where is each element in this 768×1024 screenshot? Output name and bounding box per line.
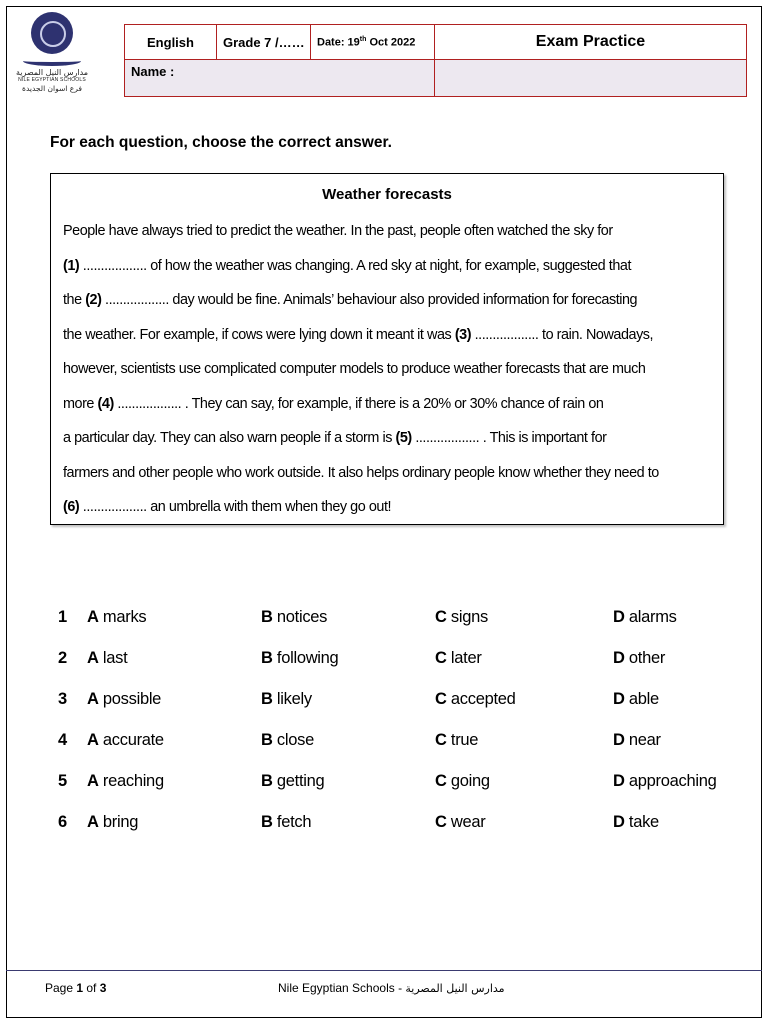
line-text: farmers and other people who work outside. It also helps ordinary people know whether they need to	[63, 464, 659, 481]
option-text: marks	[102, 608, 147, 626]
passage-box	[50, 173, 724, 525]
option-text: near	[628, 731, 661, 749]
passage-line	[63, 490, 711, 525]
option-text: reaching	[102, 772, 164, 790]
line-text: .................. an umbrella with them when they go out!	[79, 499, 392, 515]
option-b[interactable]	[261, 649, 338, 668]
school-logo	[12, 12, 92, 98]
option-d[interactable]	[613, 813, 659, 832]
option-letter: B	[261, 608, 273, 626]
option-text: able	[628, 690, 659, 708]
exam-title: Exam Practice	[435, 25, 747, 60]
option-letter: B	[261, 772, 273, 790]
logo-english-name: NILE EGYPTIAN SCHOOLS	[18, 77, 86, 83]
option-letter: B	[261, 731, 273, 749]
option-b[interactable]	[261, 608, 327, 627]
footer-school-name	[278, 981, 505, 995]
option-letter: A	[87, 772, 99, 790]
passage-line	[63, 283, 711, 318]
subject-cell: English	[125, 25, 217, 60]
option-text: fetch	[276, 813, 312, 831]
option-text: accurate	[102, 731, 164, 749]
option-c[interactable]	[435, 731, 478, 750]
question-number: 5	[58, 772, 67, 790]
option-letter: D	[613, 772, 625, 790]
option-letter: A	[87, 731, 99, 749]
question-number: 1	[58, 608, 67, 626]
option-a[interactable]	[87, 608, 146, 627]
passage-line	[63, 214, 711, 249]
passage-line	[63, 352, 711, 387]
option-letter: D	[613, 649, 625, 667]
option-text: close	[276, 731, 314, 749]
logo-emblem-icon	[31, 12, 73, 54]
option-text: possible	[102, 690, 162, 708]
passage-line	[63, 456, 711, 491]
page-label: Page	[45, 981, 77, 995]
option-letter: D	[613, 813, 625, 831]
option-letter: A	[87, 608, 99, 626]
gap-number: (5)	[395, 430, 412, 446]
option-letter: A	[87, 813, 99, 831]
option-text: other	[628, 649, 666, 667]
option-c[interactable]	[435, 772, 490, 791]
date-month-year: Oct 2022	[366, 36, 416, 49]
passage-line	[63, 387, 711, 422]
option-letter: C	[435, 813, 447, 831]
footer-school-ar: مدارس النيل المصرية	[405, 982, 505, 995]
gap-number: (4)	[97, 395, 114, 412]
option-text: bring	[102, 813, 139, 831]
line-text: .................. to rain. Nowadays,	[471, 326, 654, 343]
option-c[interactable]	[435, 690, 516, 709]
footer-school-en: Nile Egyptian Schools -	[278, 981, 406, 995]
line-text: the	[63, 292, 86, 308]
option-d[interactable]	[613, 731, 661, 750]
option-b[interactable]	[261, 731, 314, 750]
passage-body	[63, 214, 711, 525]
logo-arabic-name: مدارس النيل المصرية	[15, 68, 89, 77]
option-a[interactable]	[87, 731, 164, 750]
gap-number: (2)	[85, 292, 102, 308]
option-text: wear	[450, 813, 486, 831]
option-letter: C	[435, 690, 447, 708]
option-text: true	[450, 731, 479, 749]
option-text: alarms	[628, 608, 677, 626]
header-table	[124, 24, 747, 97]
line-text: the weather. For example, if cows were lying down it meant it was	[63, 326, 455, 343]
option-text: take	[628, 813, 659, 831]
line-text: .................. . This is important for	[411, 430, 607, 446]
option-text: following	[276, 649, 339, 667]
page-total: 3	[99, 981, 107, 995]
option-letter: C	[435, 772, 447, 790]
page-of: of	[83, 981, 100, 995]
name-field[interactable]: Name :	[125, 60, 435, 97]
gap-number: (3)	[454, 326, 472, 343]
option-text: signs	[450, 608, 488, 626]
option-a[interactable]	[87, 690, 161, 709]
option-letter: D	[613, 608, 625, 626]
footer-divider	[6, 970, 762, 971]
option-text: last	[102, 649, 128, 667]
page-current: 1	[76, 981, 84, 995]
passage-line	[63, 318, 711, 353]
option-c[interactable]	[435, 608, 488, 627]
option-letter: A	[87, 649, 99, 667]
option-letter: D	[613, 731, 625, 749]
question-number: 4	[58, 731, 67, 749]
option-a[interactable]	[87, 813, 138, 832]
line-text: more	[63, 395, 98, 412]
page-number	[45, 981, 106, 995]
option-b[interactable]	[261, 813, 311, 832]
passage-line	[63, 421, 711, 456]
grade-cell: Grade 7 /……	[217, 25, 311, 60]
option-d[interactable]	[613, 772, 716, 791]
line-text: however, scientists use complicated computer models to produce weather forecasts that are much	[63, 361, 646, 377]
option-letter: B	[261, 813, 273, 831]
gap-number: (6)	[63, 499, 80, 515]
option-letter: C	[435, 608, 447, 626]
option-text: going	[450, 772, 490, 790]
line-text: .................. . They can say, for example, if there is a 20% or 30% chance of rain on	[113, 395, 604, 412]
option-c[interactable]	[435, 813, 486, 832]
question-number: 3	[58, 690, 67, 708]
option-text: later	[450, 649, 482, 667]
line-text: .................. day would be fine. Animals’ behaviour also provided information for forecasting	[101, 292, 638, 308]
blank-cell	[435, 60, 747, 97]
option-d[interactable]	[613, 608, 677, 627]
question-number: 6	[58, 813, 67, 831]
option-d[interactable]	[613, 690, 659, 709]
option-a[interactable]	[87, 649, 127, 668]
passage-line	[63, 249, 711, 284]
option-d[interactable]	[613, 649, 665, 668]
option-letter: B	[261, 690, 273, 708]
option-b[interactable]	[261, 690, 312, 709]
line-text: a particular day. They can also warn people if a storm is	[63, 430, 396, 446]
date-prefix: Date: 19	[317, 36, 360, 49]
option-text: getting	[276, 772, 325, 790]
instruction-text: For each question, choose the correct answer.	[50, 134, 392, 151]
option-a[interactable]	[87, 772, 164, 791]
question-number: 2	[58, 649, 67, 667]
logo-book-icon	[23, 56, 81, 66]
option-b[interactable]	[261, 772, 324, 791]
date-cell	[311, 25, 435, 60]
option-letter: A	[87, 690, 99, 708]
line-text: .................. of how the weather was changing. A red sky at night, for example, suggested that	[79, 257, 631, 274]
option-letter: C	[435, 731, 447, 749]
option-text: approaching	[628, 772, 717, 790]
option-text: accepted	[450, 690, 516, 708]
passage-title: Weather forecasts	[322, 186, 452, 203]
option-letter: B	[261, 649, 273, 667]
option-letter: C	[435, 649, 447, 667]
option-letter: D	[613, 690, 625, 708]
option-text: notices	[276, 608, 328, 626]
option-text: likely	[276, 690, 312, 708]
logo-branch-name: فرع اسوان الجديدة	[22, 84, 82, 93]
option-c[interactable]	[435, 649, 482, 668]
date-suffix-sup: th	[359, 35, 367, 43]
line-text: People have always tried to predict the weather. In the past, people often watched the sky for	[63, 223, 613, 239]
gap-number: (1)	[63, 257, 80, 274]
